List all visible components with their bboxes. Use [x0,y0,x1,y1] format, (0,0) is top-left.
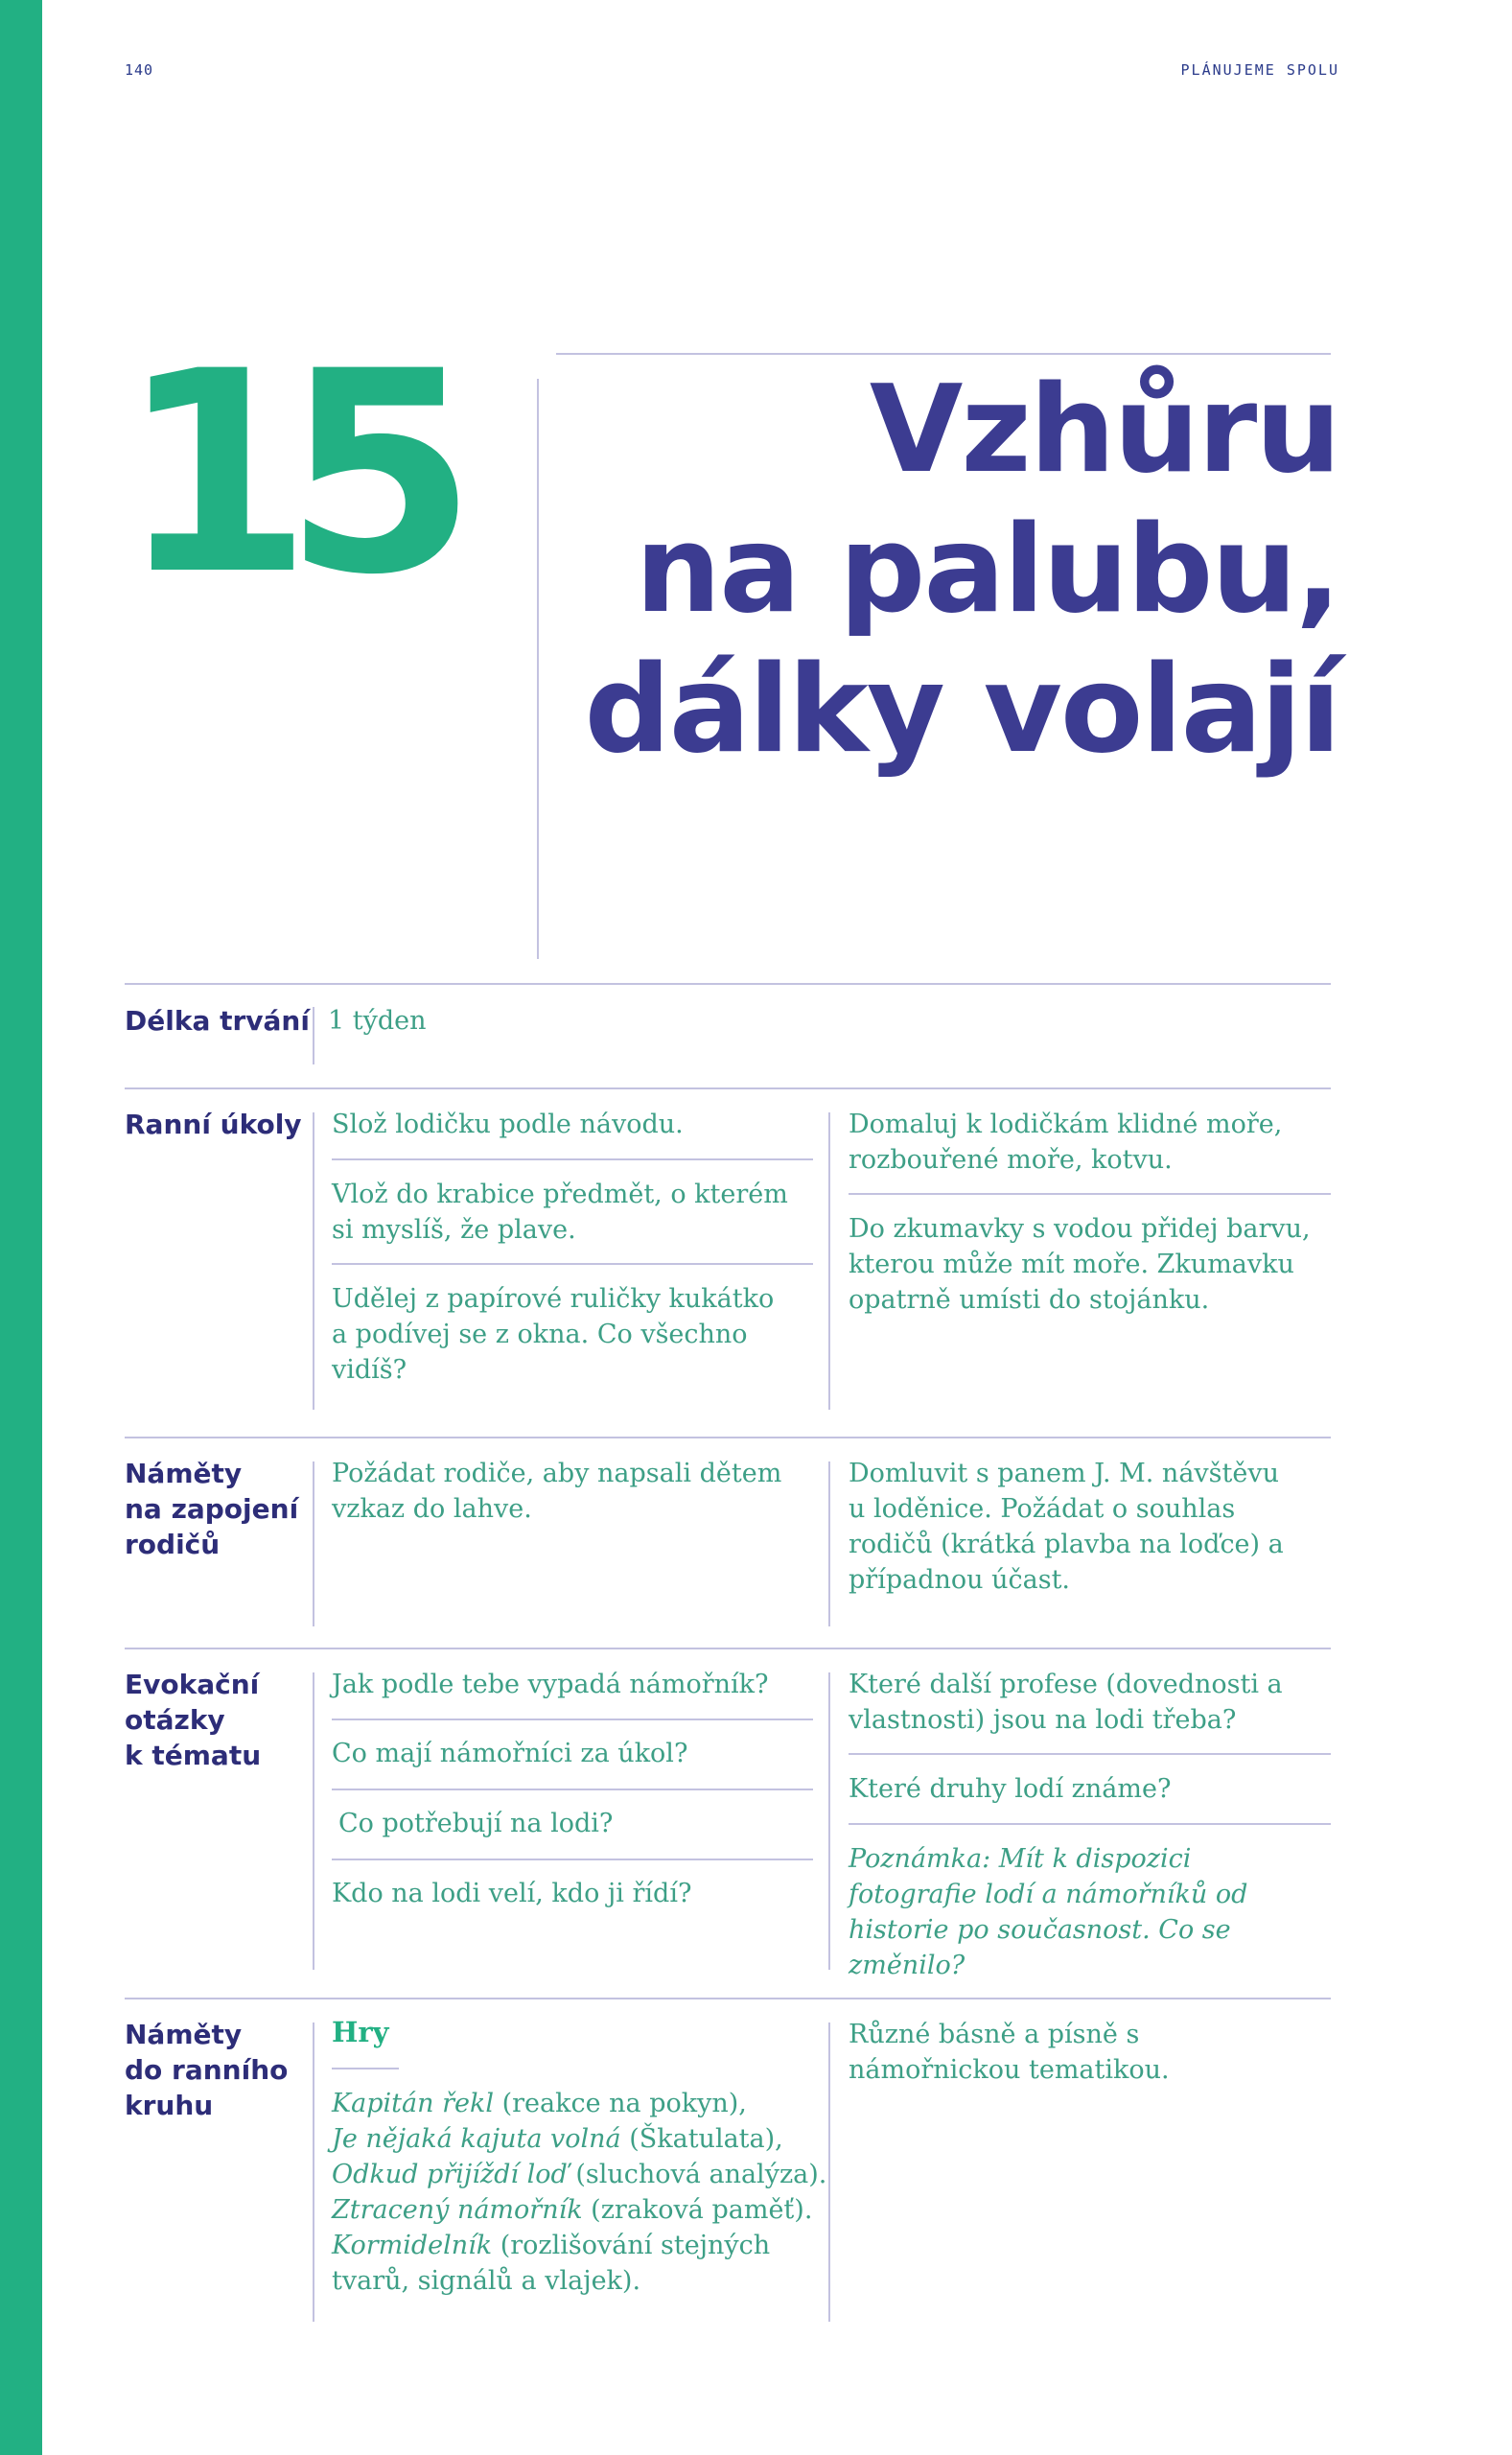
game-name: Je nějaká kajuta volná [332,2124,621,2154]
game-name: Odkud přijíždí loď [332,2160,568,2189]
column-divider [313,1672,314,1970]
label-line: do ranního [125,2054,289,2086]
label-line: k tématu [125,1740,262,1771]
label-morning-circle [125,2017,288,2123]
label-line: kruhu [125,2090,214,2121]
column-divider [828,1672,830,1970]
task-item: Do zkumavky s vodou přidej barvu, kterou může mít moře. Zkumavku opatrně umísti do stojánku. [849,1214,1311,1315]
header-rule [556,353,1331,355]
column-divider [313,1461,314,1626]
parents-left-text: Požádat rodiče, aby napsali dětem vzkaz do lahve. [332,1459,782,1524]
chapter-title-line: na palubu, [635,499,1339,640]
label-duration: Délka trvání [125,1005,310,1037]
running-title: PLÁNUJEME SPOLU [1180,61,1339,79]
column-divider [313,2022,314,2322]
game-name: Ztracený námořník [332,2195,583,2225]
header-divider [537,379,539,959]
label-line: rodičů [125,1529,221,1560]
games-heading: Hry [332,2016,389,2048]
label-parents [125,1456,298,1562]
column-divider [828,1461,830,1626]
duration-value: 1 týden [328,1006,427,1036]
label-line: otázky [125,1704,225,1736]
game-name: Kapitán řekl [332,2089,494,2118]
question-item: Jak podle tebe vypadá námořník? [332,1670,769,1699]
item-rule [332,1263,813,1265]
task-item: Vlož do krabice předmět, o kterém si myslíš, že plave. [332,1180,788,1245]
task-item: Domaluj k lodičkám klidné moře, rozbouřené moře, kotvu. [849,1110,1283,1175]
column-divider [828,1112,830,1410]
morning-circle-right-text: Různé básně a písně s námořnickou tematikou. [849,2020,1170,2085]
game-desc: (rozlišování stejných tvarů, signálů a vlajek). [332,2231,771,2296]
green-side-bar [0,0,42,2455]
item-rule [332,1718,813,1720]
chapter-title [585,360,1340,780]
label-line: na zapojení [125,1493,299,1525]
section-rule [125,1437,1331,1438]
item-rule [332,1158,813,1160]
page-number: 140 [125,61,154,79]
section-rule [125,1087,1331,1089]
column-divider [313,1112,314,1410]
game-desc: (zraková paměť). [582,2195,813,2225]
chapter-title-line: dálky volají [584,639,1339,780]
games-heading-rule [332,2068,399,2069]
item-rule [849,1193,1331,1195]
question-item: Kdo na lodi velí, kdo ji řídí? [332,1879,692,1908]
item-rule [849,1753,1331,1755]
question-item: Které další profese (dovednosti a vlastnosti) jsou na lodi třeba? [849,1670,1283,1735]
game-desc: (reakce na pokyn), [494,2089,747,2118]
chapter-title-line: Vzhůru [869,359,1339,500]
parents-right-text: Domluvit s panem J. M. návštěvu u loděnice. Požádat o souhlas rodičů (krátká plavba na loďce) a případnou účast. [849,1459,1284,1595]
game-desc: (Škatulata), [620,2124,783,2154]
section-rule [125,1648,1331,1649]
section-rule [125,1998,1331,1999]
games-list [332,2086,830,2299]
label-line: Evokační [125,1669,260,1700]
label-line: Náměty [125,1458,243,1489]
question-item: Co mají námořníci za úkol? [332,1739,688,1768]
task-item: Udělej z papírové ruličky kukátko a podívej se z okna. Co všechno vidíš? [332,1284,775,1385]
item-rule [332,1859,813,1860]
item-rule [332,1789,813,1790]
note-text: Poznámka: Mít k dispozici fotografie lodí a námořníků od historie po současnost. Co se změnilo? [849,1844,1248,1980]
column-divider [313,1007,314,1064]
game-name: Kormidelník [332,2231,493,2260]
label-line: Náměty [125,2019,243,2050]
question-item: Které druhy lodí známe? [849,1774,1172,1804]
task-item: Slož lodičku podle návodu. [332,1110,684,1139]
label-evocative [125,1667,261,1773]
section-rule [125,983,1331,985]
game-desc: (sluchová analýza). [567,2160,827,2189]
label-morning-tasks: Ranní úkoly [125,1109,302,1140]
item-rule [849,1823,1331,1825]
chapter-number: 15 [119,313,449,636]
question-item: Co potřebují na lodi? [338,1809,614,1838]
